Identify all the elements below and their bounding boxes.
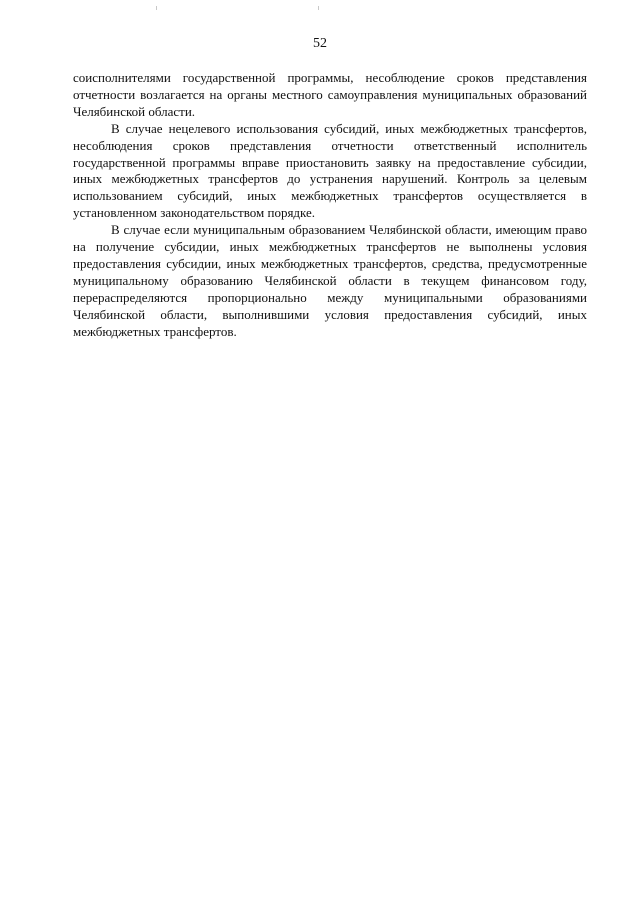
document-body xyxy=(73,70,587,341)
page-number: 52 xyxy=(313,36,327,51)
scan-artifact-mark xyxy=(318,6,319,10)
paragraph-misuse-of-subsidies: В случае нецелевого использования субсидий, иных межбюджетных трансфертов, несоблюдения сроков представления отчетности ответственный исполнитель государственной программы вправе приостановить заявку на предоставление субсидии, иных межбюджетных трансфертов до устранения нарушений. Контроль за целевым использованием субсидий, иных межбюджетных трансфертов осуществляется в установленном законодательством порядке. xyxy=(73,120,587,221)
paragraph-continuation: соисполнителями государственной программы, несоблюдение сроков представления отчетности возлагается на органы местного самоуправления муниципальных образований Челябинской области. xyxy=(73,70,587,119)
paragraph-redistribution-of-funds: В случае если муниципальным образованием Челябинской области, имеющим право на получение субсидии, иных межбюджетных трансфертов не выполнены условия предоставления субсидии, иных межбюджетных трансфертов, средства, предусмотренные муниципальному образованию Челябинской области в текущем финансовом году, перераспределяются пропорционально между муниципальными образованиями Челябинской области, выполнившими условия предоставления субсидий, иных межбюджетных трансфертов. xyxy=(73,222,587,339)
scan-artifact-mark xyxy=(156,6,157,10)
